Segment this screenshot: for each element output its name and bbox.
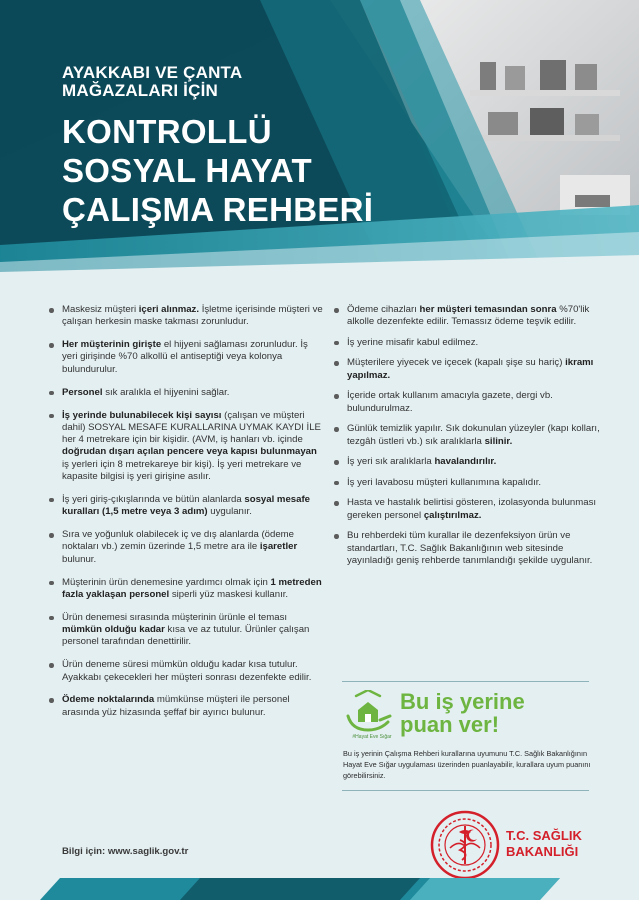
ministry-seal-icon bbox=[430, 810, 500, 880]
rule-emphasis: İş yerinde bulunabilecek kişi sayısı bbox=[62, 409, 222, 421]
rule-emphasis: işaretler bbox=[259, 541, 298, 553]
rule-item bbox=[47, 612, 323, 649]
rule-text: siperli yüz maskesi kullanır. bbox=[169, 588, 289, 600]
rule-item bbox=[47, 494, 323, 519]
rules-column-right bbox=[332, 304, 600, 575]
rule-text: %70'lik alkolle dezenfekte edilir. Temassız ödeme teşvik edilir. bbox=[347, 304, 590, 328]
rating-description: Bu iş yerinin Çalışma Rehberi kurallarına uyumunu T.C. Sağlık Bakanlığının Hayat Eve Sığar uygulaması üzerinden puanlayabilir, kurallara uyum puanını görebilirsiniz. bbox=[343, 749, 591, 780]
rule-item bbox=[332, 357, 600, 382]
rules-column-left bbox=[47, 304, 323, 730]
rule-emphasis: sosyal mesafe kuralları (1,5 metre veya 3 adım) bbox=[62, 493, 310, 518]
rating-hashtag: #Hayat Eve Sığar bbox=[352, 734, 392, 740]
ministry-name-line-1: T.C. SAĞLIK bbox=[506, 828, 582, 843]
rating-headline bbox=[400, 690, 600, 736]
rule-emphasis: içeri alınmaz. bbox=[138, 304, 200, 315]
rule-item bbox=[47, 339, 323, 376]
rule-item bbox=[47, 659, 323, 684]
ministry-name-line-2: BAKANLIĞI bbox=[506, 843, 579, 859]
house-hand-icon bbox=[346, 690, 392, 734]
rules-list-left bbox=[47, 304, 323, 719]
ministry-name bbox=[506, 828, 582, 859]
title-line-2: SOSYAL HAYAT bbox=[62, 152, 312, 189]
rule-item bbox=[332, 390, 600, 415]
rule-text: Bu rehberdeki tüm kurallar ile dezenfeksiyon ürün ve standartları, T.C. Sağlık Bakanlığının web sitesinde yayınladığı geniş rehberde tanımlandığı şekilde uygulanır. bbox=[347, 530, 593, 566]
rule-item bbox=[332, 477, 600, 489]
rule-text: Ürün denemesi sırasında müşterinin ürünle el teması bbox=[62, 611, 288, 623]
rule-text: İş yeri sık aralıklarla bbox=[347, 456, 435, 468]
rating-divider-bottom bbox=[342, 790, 589, 791]
rule-item bbox=[332, 304, 600, 329]
title-line-3: ÇALIŞMA REHBERİ bbox=[62, 191, 374, 228]
rule-emphasis: her müşteri temasından sonra bbox=[419, 304, 557, 315]
rule-item bbox=[47, 387, 323, 399]
rule-emphasis: ikramı yapılmaz. bbox=[347, 357, 594, 381]
subtitle-line-2: MAĞAZALARI İÇİN bbox=[62, 81, 218, 100]
rule-emphasis: 1 metreden fazla yaklaşan personel bbox=[62, 576, 322, 600]
rule-item bbox=[332, 337, 600, 349]
rule-text: uygulanır. bbox=[207, 506, 252, 518]
rule-text: Maskesiz müşteri bbox=[62, 304, 139, 315]
rule-text: Ödeme cihazları bbox=[347, 304, 420, 315]
rule-emphasis: doğrudan dışarı açılan pencere veya kapısı bulunmayan bbox=[62, 446, 317, 458]
header-banner bbox=[0, 0, 639, 285]
rule-item bbox=[332, 530, 600, 567]
rule-text: Ürün deneme süresi mümkün olduğu kadar kısa tutulur. Ayakkabı çekecekleri her müşteri sonrası dezenfekte edilir. bbox=[62, 659, 312, 683]
rule-text: İş yeri giriş-çıkışlarında ve bütün alanlarda bbox=[62, 493, 245, 505]
rule-item bbox=[47, 577, 323, 602]
rating-headline-line-2: puan ver! bbox=[400, 712, 500, 737]
rule-emphasis: silinir. bbox=[484, 435, 513, 447]
rule-item bbox=[47, 304, 323, 329]
rules-list-right bbox=[332, 304, 600, 567]
rule-text: İş yeri lavabosu müşteri kullanımına kapalıdır. bbox=[347, 476, 542, 488]
rule-text: Günlük temizlik yapılır. Sık dokunulan yüzeyler (kapı kolları, tezgâh üstleri vb.) sık aralıklarla bbox=[347, 423, 600, 447]
subtitle-line-1: AYAKKABI VE ÇANTA bbox=[62, 63, 243, 82]
rule-item bbox=[332, 497, 600, 522]
rule-emphasis: havalandırılır. bbox=[434, 456, 497, 468]
header-subtitle bbox=[62, 64, 322, 100]
rating-headline-line-1: Bu iş yerine bbox=[400, 689, 525, 714]
rule-text: el hijyeni sağlaması zorunludur. İş yeri girişinde %70 alkollü el antiseptiği veya kolonya bulundurulur. bbox=[62, 339, 308, 375]
rule-text: iş yerleri için 8 metrekareye bir kişi). İş yeri metrekare ve kapasite bilgisi iş yeri girişine asılır. bbox=[62, 458, 302, 483]
rule-text: bulunur. bbox=[62, 553, 97, 565]
rule-item bbox=[332, 423, 600, 448]
rule-emphasis: Her müşterinin girişte bbox=[62, 339, 162, 351]
rule-text: Sıra ve yoğunluk olabilecek iç ve dış alanlarda (ödeme noktaları vb.) zemin üzerinde 1,5 metre ara ile bbox=[62, 529, 294, 553]
rule-text: (çalışan ve müşteri dahil) SOSYAL MESAFE KURALLARINA UYMAK KAYDI İLE her 4 metrekare için bir kişidir. (AVM, iş hanları vb. içinde bbox=[62, 409, 321, 446]
rule-emphasis: Personel bbox=[62, 386, 103, 398]
rating-divider-top bbox=[342, 681, 589, 682]
rule-text: sık aralıkla el hijyenini sağlar. bbox=[102, 386, 230, 398]
rule-emphasis: mümkün olduğu kadar bbox=[62, 624, 165, 636]
rule-text: İçeride ortak kullanım amacıyla gazete, dergi vb. bulundurulmaz. bbox=[347, 390, 553, 414]
rule-emphasis: Ödeme noktalarında bbox=[62, 694, 155, 706]
title-line-1: KONTROLLÜ bbox=[62, 113, 272, 150]
rule-item bbox=[47, 529, 323, 566]
rule-text: kısa ve az tutulur. Ürünler çalışan personel tarafından denettirilir. bbox=[62, 624, 310, 648]
info-link[interactable]: Bilgi için: www.saglik.gov.tr bbox=[62, 846, 189, 857]
rule-text: İş yerine misafir kabul edilmez. bbox=[347, 336, 479, 348]
footer-stripe bbox=[0, 878, 639, 900]
rule-text: Müşterinin ürün denemesine yardımcı olmak için bbox=[62, 576, 271, 588]
rule-item bbox=[47, 694, 323, 719]
rule-text: mümkünse müşteri ile personel arasında yüz hizasında şeffaf bir ayırıcı bulunur. bbox=[62, 694, 290, 718]
header-title bbox=[62, 112, 442, 229]
rule-text: Hasta ve hastalık belirtisi gösteren, izolasyonda bulunması gereken personel bbox=[347, 497, 597, 521]
rule-item bbox=[332, 456, 600, 468]
rule-text: İşletme içerisinde müşteri ve çalışan herkesin maske takması zorunludur. bbox=[62, 304, 323, 328]
rule-text: Müşterilere yiyecek ve içecek (kapalı şişe su hariç) bbox=[347, 357, 566, 369]
rule-item bbox=[47, 410, 323, 484]
rule-emphasis: çalıştırılmaz. bbox=[423, 509, 482, 521]
